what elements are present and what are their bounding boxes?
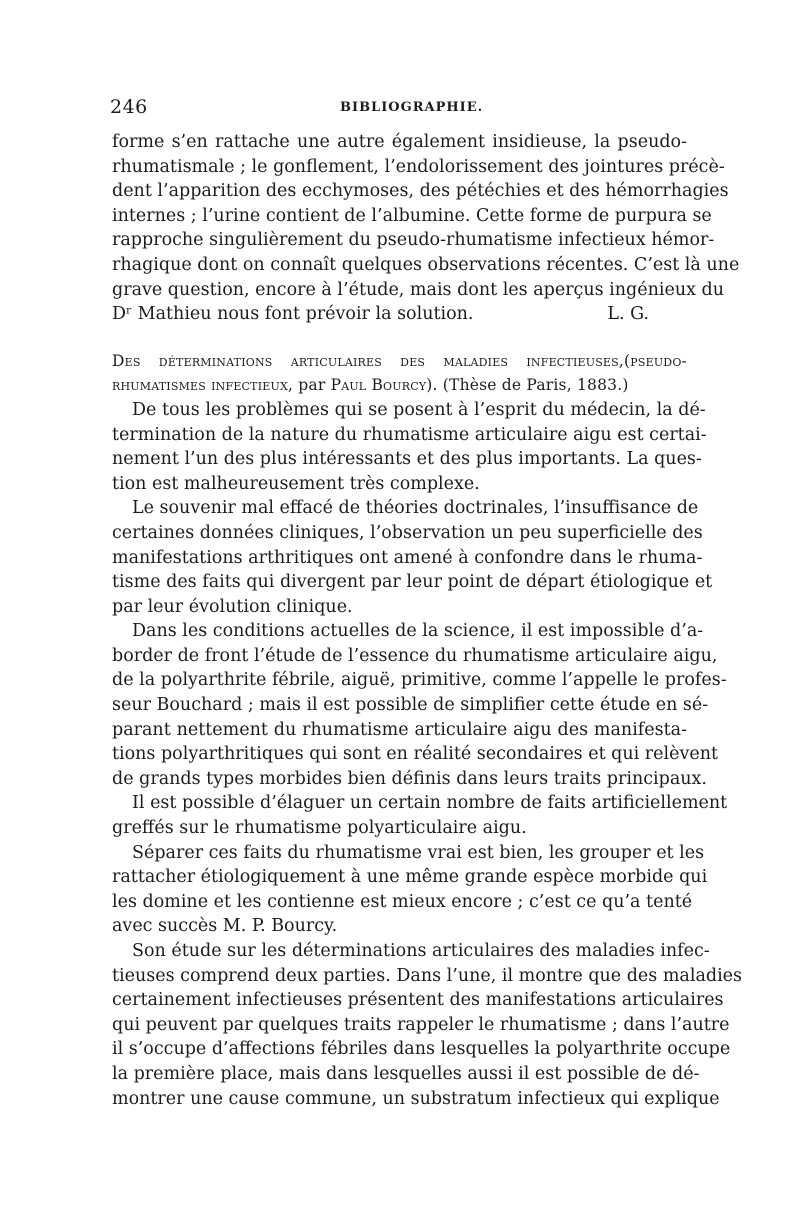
text-line: rattacher étiologiquement à une même grande espèce morbide qui: [112, 867, 708, 888]
text-line: rhumatismale ; le gonflement, l’endolorissement des jointures précè-: [112, 156, 725, 177]
heading-source: ). (Thèse de Paris, 1883.): [426, 376, 629, 395]
text-line: dent l’apparition des ecchymoses, des pétéchies et des hémorrhagies: [112, 181, 729, 202]
text-line: Dʳ Mathieu nous font prévoir la solution.: [112, 304, 474, 325]
text-line: de la polyarthrite fébrile, aiguë, primitive, comme l’appelle le profes-: [112, 670, 727, 691]
text-line: Séparer ces faits du rhumatisme vrai est bien, les grouper et les: [132, 842, 705, 863]
review-heading: [112, 349, 687, 398]
text-line: montrer une cause commune, un substratum infectieux qui explique: [112, 1088, 720, 1109]
text-line: nement l’un des plus intéressants et des plus importants. La ques-: [112, 449, 702, 470]
text-line: De tous les problèmes qui se posent à l’esprit du médecin, la dé-: [132, 399, 706, 420]
text-line: Dans les conditions actuelles de la science, il est impossible d’a-: [132, 621, 704, 642]
running-title: BIBLIOGRAPHIE.: [340, 100, 484, 115]
text-line: avec succès M. P. Bourcy.: [112, 916, 338, 937]
text-line: seur Bouchard ; mais il est possible de simplifier cette étude en sé-: [112, 695, 709, 716]
text-line: Il est possible d’élaguer un certain nombre de faits artificiellement: [132, 793, 728, 814]
text-line: parant nettement du rhumatisme articulaire aigu des manifesta-: [112, 719, 687, 740]
review-bourcy: [112, 349, 743, 1111]
text-line: par leur évolution clinique.: [112, 596, 353, 617]
text-line: internes ; l’urine contient de l’albumine. Cette forme de purpura se: [112, 205, 712, 226]
heading-author: Paul Bourcy: [330, 376, 427, 395]
text-line: les domine et les contienne est mieux encore ; c’est ce qu’a tenté: [112, 891, 693, 912]
text-line: rapproche singulièrement du pseudo-rhumatisme infectieux hémor-: [112, 230, 715, 251]
review-paragraphs: [112, 398, 743, 1111]
section-gap: [112, 327, 687, 349]
text-line: qui peuvent par quelques traits rappeler le rhumatisme ; dans l’autre: [112, 1014, 730, 1035]
review-signature: L. G.: [607, 304, 649, 325]
text-line: border de front l’étude de l’essence du rhumatisme articulaire aigu,: [112, 645, 718, 666]
heading-title: rhumatismes infectieux,: [112, 376, 294, 395]
page-body: [112, 130, 743, 1111]
text-line: tions polyarthritiques qui sont en réalité secondaires et qui relèvent: [112, 744, 719, 765]
text-line: manifestations arthritiques ont amené à confondre dans le rhuma-: [112, 547, 703, 568]
text-line: tisme des faits qui divergent par leur point de départ étiologique et: [112, 572, 713, 593]
text-line: tieuses comprend deux parties. Dans l’une, il montre que des maladies: [112, 965, 743, 986]
text-line: forme s’en rattache une autre également insidieuse, la pseudo-: [112, 132, 687, 152]
heading-line: Des déterminations articulaires des maladies infectieuses,(pseudo-: [112, 351, 687, 370]
text-line: rhagique dont on connaît quelques observations récentes. C’est là une: [112, 254, 740, 275]
text-line: certaines données cliniques, l’observation un peu superficielle des: [112, 522, 703, 543]
review-purpura: [112, 130, 740, 327]
text-line: Son étude sur les déterminations articulaires des maladies infec-: [132, 941, 710, 961]
text-line: grave question, encore à l’étude, mais dont les aperçus ingénieux du: [112, 279, 724, 300]
text-line: la première place, mais dans lesquelles aussi il est possible de dé-: [112, 1063, 700, 1084]
text-line: de grands types morbides bien définis dans leurs traits principaux.: [112, 768, 707, 789]
text-line: greffés sur le rhumatisme polyarticulaire aigu.: [112, 818, 527, 839]
signoff-line: [112, 302, 687, 327]
heading-by: par: [293, 376, 331, 395]
page-number: 246: [110, 96, 148, 118]
text-line: certainement infectieuses présentent des manifestations articulaires: [112, 990, 724, 1011]
text-line: termination de la nature du rhumatisme articulaire aigu est certai-: [112, 424, 707, 445]
text-line: Le souvenir mal effacé de théories doctrinales, l’insuffisance de: [132, 498, 699, 519]
text-line: tion est malheureusement très complexe.: [112, 473, 480, 494]
text-line: il s’occupe d’affections fébriles dans lesquelles la polyarthrite occupe: [112, 1039, 731, 1060]
heading-line: [112, 373, 687, 398]
page-header: [110, 96, 690, 120]
